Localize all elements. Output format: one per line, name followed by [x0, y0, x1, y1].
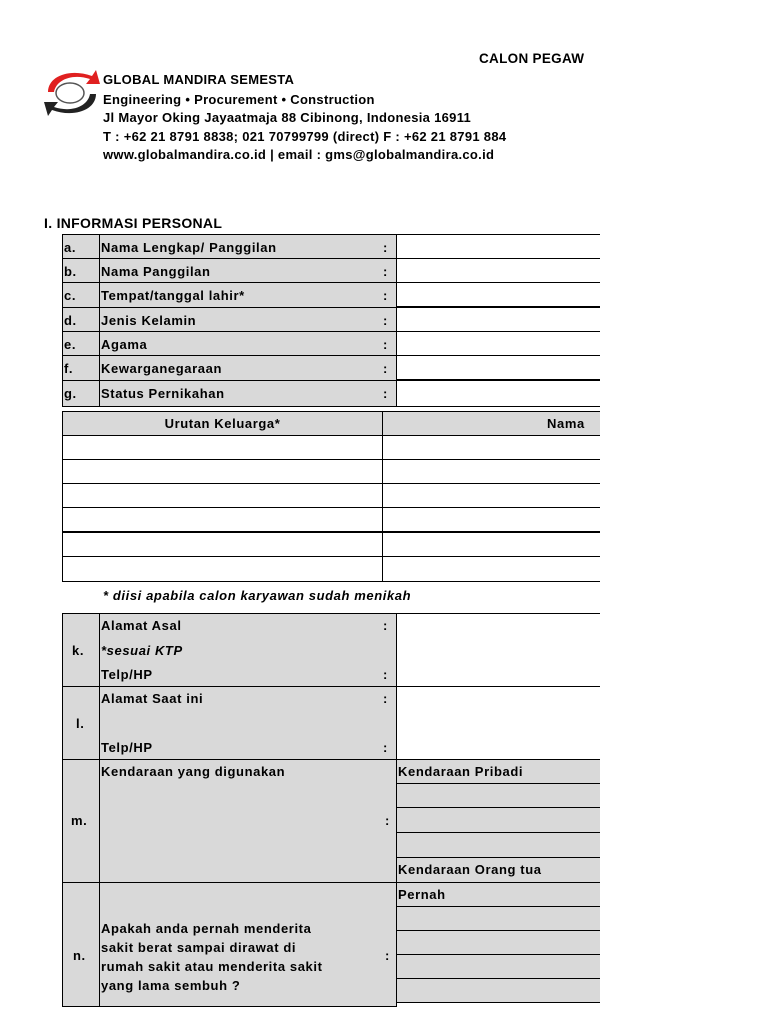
family-order-header: Urutan Keluarga* — [164, 416, 281, 431]
row-label: Tempat/tanggal lahir* — [101, 288, 245, 303]
current-phone-label: Telp/HP — [101, 740, 153, 755]
company-address: Jl Mayor Oking Jayaatmaja 88 Cibinong, Indonesia 16911 — [103, 110, 472, 125]
row-letter: f. — [64, 361, 74, 376]
company-tagline: Engineering • Procurement • Construction — [103, 92, 375, 107]
vehicle-option-cell[interactable] — [396, 807, 600, 833]
row-label: Nama Lengkap/ Panggilan — [101, 240, 277, 255]
marital-status-field[interactable] — [396, 380, 600, 407]
illness-option-cell[interactable] — [396, 954, 600, 979]
full-name-field[interactable] — [396, 234, 600, 259]
illness-option-yes-label: Pernah — [398, 887, 446, 902]
family-order-cell[interactable] — [62, 507, 383, 532]
row-label: Jenis Kelamin — [101, 313, 197, 328]
row-letter: a. — [64, 240, 77, 255]
row-colon: : — [383, 313, 388, 328]
company-web: www.globalmandira.co.id | email : gms@globalmandira.co.id — [103, 147, 495, 162]
row-letter: b. — [64, 264, 77, 279]
family-name-cell[interactable] — [382, 532, 600, 557]
row-letter: l. — [76, 716, 85, 731]
family-order-cell[interactable] — [62, 459, 383, 484]
gender-field[interactable] — [396, 307, 600, 332]
vehicle-option-parents-label: Kendaraan Orang tua — [398, 862, 542, 877]
company-name: GLOBAL MANDIRA SEMESTA — [103, 72, 295, 87]
row-colon: : — [383, 740, 388, 755]
family-name-cell[interactable] — [382, 507, 600, 532]
family-note: * diisi apabila calon karyawan sudah menikah — [103, 588, 412, 603]
vehicle-option-cell[interactable] — [396, 832, 600, 858]
illness-question-line: sakit berat sampai dirawat di — [101, 940, 297, 955]
vehicle-option-cell[interactable] — [396, 783, 600, 808]
row-colon: : — [383, 691, 388, 706]
nickname-field[interactable] — [396, 258, 600, 283]
family-order-cell[interactable] — [62, 532, 383, 557]
family-name-cell[interactable] — [382, 435, 600, 460]
illness-option-cell[interactable] — [396, 906, 600, 931]
row-label: Kewarganegaraan — [101, 361, 222, 376]
family-name-cell[interactable] — [382, 483, 600, 508]
illness-option-cell[interactable] — [396, 978, 600, 1003]
family-name-cell[interactable] — [382, 556, 600, 582]
citizenship-field[interactable] — [396, 355, 600, 380]
row-label: Nama Panggilan — [101, 264, 211, 279]
row-letter: g. — [64, 386, 77, 401]
row-colon: : — [385, 813, 390, 828]
illness-option-cell[interactable] — [396, 930, 600, 955]
row-letter: k. — [72, 643, 85, 658]
row-letter: m. — [71, 813, 88, 828]
family-order-cell[interactable] — [62, 483, 383, 508]
row-letter: d. — [64, 313, 77, 328]
row-colon: : — [383, 667, 388, 682]
family-name-cell[interactable] — [382, 459, 600, 484]
row-colon: : — [383, 264, 388, 279]
current-address-field[interactable] — [396, 686, 600, 760]
row-letter: n. — [73, 948, 86, 963]
row-colon: : — [383, 361, 388, 376]
company-logo-icon — [40, 66, 104, 120]
row-colon: : — [383, 288, 388, 303]
row-colon: : — [383, 386, 388, 401]
illness-question-line: yang lama sembuh ? — [101, 978, 241, 993]
illness-question-line: Apakah anda pernah menderita — [101, 921, 312, 936]
family-name-header: Nama — [547, 416, 585, 431]
family-order-cell[interactable] — [62, 556, 383, 582]
origin-address-label: Alamat Asal — [101, 618, 182, 633]
family-order-cell[interactable] — [62, 435, 383, 460]
section-title: I. INFORMASI PERSONAL — [44, 215, 223, 231]
origin-address-field[interactable] — [396, 613, 600, 687]
company-phone: T : +62 21 8791 8838; 021 70799799 (direct) F : +62 21 8791 884 — [103, 129, 507, 144]
birthplace-date-field[interactable] — [396, 282, 600, 307]
origin-phone-label: Telp/HP — [101, 667, 153, 682]
document-title: CALON PEGAW — [479, 51, 585, 66]
row-letter: e. — [64, 337, 77, 352]
illness-question-line: rumah sakit atau menderita sakit — [101, 959, 323, 974]
row-colon: : — [383, 618, 388, 633]
row-label: Agama — [101, 337, 148, 352]
origin-address-sub: *sesuai KTP — [101, 643, 183, 658]
current-address-label: Alamat Saat ini — [101, 691, 204, 706]
vehicle-option-private-label: Kendaraan Pribadi — [398, 764, 524, 779]
row-label: Status Pernikahan — [101, 386, 225, 401]
religion-field[interactable] — [396, 331, 600, 356]
row-colon: : — [383, 337, 388, 352]
row-colon: : — [383, 240, 388, 255]
row-letter: c. — [64, 288, 77, 303]
vehicle-label: Kendaraan yang digunakan — [101, 764, 286, 779]
row-colon: : — [385, 948, 390, 963]
